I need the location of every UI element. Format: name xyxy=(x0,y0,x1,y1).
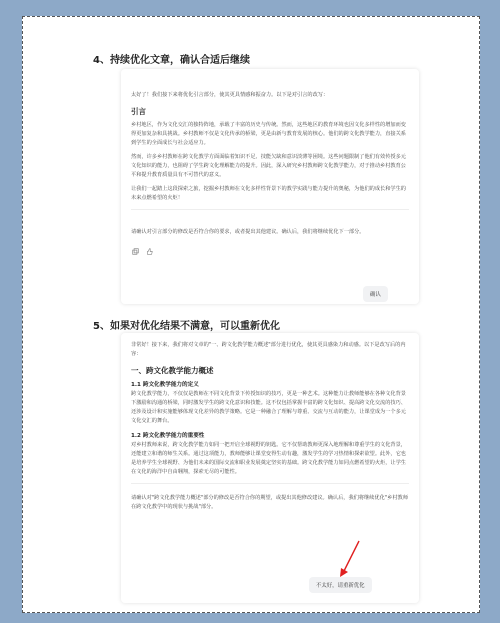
chat-response-card-1 xyxy=(121,69,419,304)
retry-button[interactable]: 不太好，请重新优化 xyxy=(309,577,372,593)
action-icons xyxy=(131,247,409,255)
section-title: 引言 xyxy=(131,107,146,116)
thumbs-icon[interactable] xyxy=(145,247,153,255)
divider xyxy=(131,209,409,210)
paragraph-1: 乡村地区，作为文化交汇的独特阵地，承载了丰富的历史与传统。然而，这些地区的教育环境也因文化多样性的增加而变得更加复杂和具挑战。乡村教师不仅是文化传承的桥梁，更是由新与教育发展的核心。他们的跨文化教学能力，直接关系到学生的全面成长与社会适应力。 xyxy=(131,122,406,146)
document-page xyxy=(22,16,480,613)
paragraph-2: 然而，许多乡村教师在跨文化教学方面面临着知识不足、技能欠缺和意识淡薄等困境。这些问题限制了他们有效传授多元文化知识的能力，也阻碍了学生跨文化理解能力的提升。因此，深入研究乡村教师跨文化教学能力，对于推动乡村教育公平和提升教育质量具有不可替代的意义。 xyxy=(131,154,406,178)
paragraph-3: 让我们一起踏上这段探索之旅，挖掘乡村教师在文化多样性背景下的教学实践与能力提升的奥秘，为他们的成长和学生的未来点燃希望的火炬！ xyxy=(131,186,406,201)
confirm-prompt-2: 请确认对"跨文化教学能力概述"部分的修改是否符合你的期望，或提出其他修改建议。确认后，我们将继续优化"乡村教师在跨文化教学中的现状与挑战"部分。 xyxy=(131,495,408,510)
step-4-heading: 4、持续优化文章，确认合适后继续 xyxy=(93,55,250,66)
subsection-text-1: 跨文化教学能力，不仅仅是教师在不同文化背景下传授知识的技巧，更是一种艺术。这种能力让教师能够在各种文化背景下激励和沟通的桥梁，同时激发学生的跨文化意识和技能。这不仅包括掌握丰富的跨文化知识、提高跨文化交流的技巧、还涉及设计和实施能够体现文化差异的教学策略。它是一种融合了理解与尊重、交流与互动的能力，让课堂成为一个多元文化交汇的舞台。 xyxy=(131,391,406,424)
subsection-title-2: 1.2 跨文化教学能力的重要性 xyxy=(131,433,205,439)
copy-icon[interactable] xyxy=(131,247,139,255)
divider-2 xyxy=(131,483,409,484)
section-heading: 一、跨文化教学能力概述 xyxy=(131,366,214,375)
confirm-prompt: 请确认对引言部分的修改是否符合你的要求，或者提出其他建议。确认后，我们将继续优化下一部分。 xyxy=(131,229,365,235)
subsection-text-2: 对乡村教师来说，跨文化教学能力如同一把开启全球视野的钥匙。它不仅帮助教师更深入地理解和尊重学生的文化背景，还能建立和谐的师生关系。通过这项能力，教师能够让课堂变得生动有趣，激发学生的学习热情和探索欲望。此外，它也是培养学生全球视野、为他们未来的国际交流和职业发展奠定坚实的基础。跨文化教学能力如同点燃希望的火炬，让学生在文化的海洋中自由翱翔，探索无尽的可能性。 xyxy=(131,442,406,475)
response-intro-2: 非常好！接下来，我们将对文章的"一、跨文化教学能力概述"部分进行优化，使其更具感染力和动感。以下是改写后的内容： xyxy=(131,342,406,357)
response-intro: 太好了！我们接下来将优化引言部分，使其更具情感和振奋力。以下是对引言的改写： xyxy=(131,92,329,98)
chat-response-card-2 xyxy=(121,333,419,603)
confirm-button[interactable]: 确认 xyxy=(363,286,388,302)
subsection-title-1: 1.1 跨文化教学能力的定义 xyxy=(131,382,199,388)
step-5-heading: 5、如果对优化结果不满意，可以重新优化 xyxy=(93,321,280,332)
red-arrow-icon xyxy=(337,539,361,579)
